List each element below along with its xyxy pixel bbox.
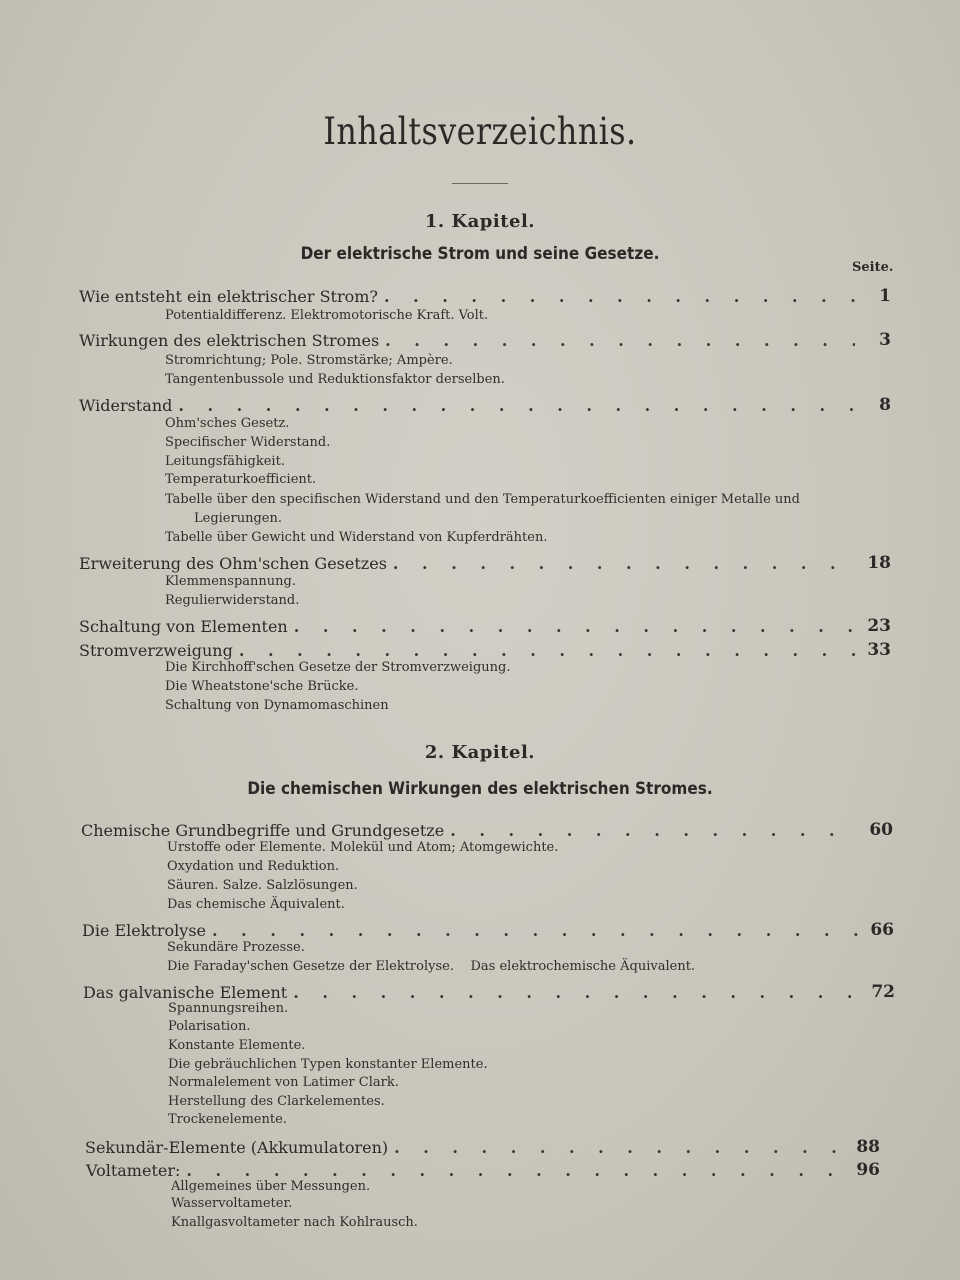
entry-title: Stromverzweigung	[79, 641, 233, 660]
sub-item: Konstante Elemente.	[168, 1038, 306, 1053]
sub-item: Trockenelemente.	[168, 1112, 287, 1127]
sub-item: Legierungen.	[194, 511, 282, 526]
sub-item: Leitungsfähigkeit.	[165, 454, 285, 469]
entry-page: 66	[870, 920, 894, 940]
entry-title: Widerstand	[79, 396, 173, 415]
chapter-1-heading: Der elektrische Strom und seine Gesetze.	[300, 244, 660, 264]
leader-dots	[293, 983, 859, 1002]
sub-item: Wasservoltameter.	[171, 1196, 293, 1211]
toc-entry[interactable]	[81, 816, 893, 840]
leader-dots	[294, 617, 855, 636]
sub-item: Tabelle über Gewicht und Widerstand von Kupferdrähten.	[165, 530, 548, 545]
entry-title: Die Elektrolyse	[82, 921, 207, 940]
toc-entry[interactable]	[85, 1133, 880, 1157]
sub-item: Die gebräuchlichen Typen konstanter Elemente.	[168, 1057, 488, 1072]
entry-page: 8	[879, 395, 891, 415]
leader-dots	[186, 1161, 844, 1180]
sub-item: Allgemeines über Messungen.	[171, 1179, 371, 1194]
sub-item: Knallgasvoltameter nach Kohlrausch.	[171, 1215, 418, 1230]
entry-title: Das galvanische Element	[83, 983, 288, 1002]
leader-dots	[385, 331, 855, 350]
entry-title: Chemische Grundbegriffe und Grundgesetze	[81, 821, 445, 840]
sub-item: Klemmenspannung.	[165, 574, 296, 589]
sub-item: Specifischer Widerstand.	[165, 435, 331, 450]
entry-page: 88	[856, 1137, 880, 1157]
leader-dots	[450, 821, 857, 840]
sub-item: Potentialdifferenz. Elektromotorische Kraft. Volt.	[165, 308, 489, 323]
toc-entry[interactable]	[86, 1156, 880, 1180]
toc-entry[interactable]	[79, 549, 891, 573]
page-column-label: Seite.	[852, 260, 894, 275]
leader-dots	[384, 287, 855, 306]
entry-page: 33	[867, 640, 891, 660]
sub-item: Säuren. Salze. Salzlösungen.	[167, 878, 358, 893]
toc-entry[interactable]	[79, 326, 891, 350]
sub-item: Spannungsreihen.	[168, 1001, 289, 1016]
sub-item: Tangentenbussole und Reduktionsfaktor derselben.	[165, 372, 505, 387]
toc-entry[interactable]	[79, 282, 891, 306]
sub-item: Die Wheatstone'sche Brücke.	[165, 679, 359, 694]
sub-item: Oxydation und Reduktion.	[167, 859, 340, 874]
sub-item: Normalelement von Latimer Clark.	[168, 1075, 399, 1090]
chapter-1-number: 1. Kapitel.	[424, 211, 536, 232]
sub-item: Schaltung von Dynamomaschinen	[165, 698, 389, 713]
sub-item: Die Faraday'schen Gesetze der Elektrolyse. Das elektrochemische Äquivalent.	[167, 959, 696, 974]
leader-dots	[178, 396, 855, 415]
entry-title: Voltameter:	[86, 1161, 181, 1180]
entry-title: Sekundär-Elemente (Akkumulatoren)	[85, 1138, 389, 1157]
sub-item: Urstoffe oder Elemente. Molekül und Atom; Atomgewichte.	[167, 840, 559, 855]
leader-dots	[239, 641, 855, 660]
entry-page: 18	[867, 553, 891, 573]
toc-entry[interactable]	[79, 636, 891, 660]
entry-page: 1	[879, 286, 891, 306]
sub-item: Ohm'sches Gesetz.	[165, 416, 290, 431]
leader-dots	[393, 554, 855, 573]
sub-item: Temperaturkoefficient.	[165, 472, 317, 487]
chapter-2-number: 2. Kapitel.	[424, 742, 536, 763]
toc-entry[interactable]	[79, 391, 891, 415]
sub-item: Polarisation.	[168, 1019, 251, 1034]
sub-item: Tabelle über den specifischen Widerstand und den Temperaturkoefficienten einiger Metalle und	[165, 492, 800, 507]
entry-page: 60	[869, 820, 893, 840]
leader-dots	[212, 921, 858, 940]
entry-page: 3	[879, 330, 891, 350]
entry-title: Wirkungen des elektrischen Stromes	[79, 331, 380, 350]
entry-title: Wie entsteht ein elektrischer Strom?	[79, 287, 378, 306]
page-title: Inhaltsverzeichnis.	[323, 110, 637, 153]
sub-item: Die Kirchhoff'schen Gesetze der Stromverzweigung.	[165, 660, 511, 675]
leader-dots	[394, 1138, 844, 1157]
sub-item: Das chemische Äquivalent.	[167, 897, 345, 912]
chapter-2-heading: Die chemischen Wirkungen des elektrischen Stromes.	[247, 779, 713, 799]
entry-title: Erweiterung des Ohm'schen Gesetzes	[79, 554, 387, 573]
title-divider	[452, 183, 508, 184]
toc-entry[interactable]	[79, 612, 891, 636]
toc-entry[interactable]	[83, 978, 895, 1002]
sub-item: Regulierwiderstand.	[165, 593, 300, 608]
entry-page: 23	[867, 616, 891, 636]
entry-title: Schaltung von Elementen	[79, 617, 288, 636]
sub-item: Stromrichtung; Pole. Stromstärke; Ampère.	[165, 353, 453, 368]
entry-page: 96	[856, 1160, 880, 1180]
toc-entry[interactable]	[82, 916, 894, 940]
sub-item: Herstellung des Clarkelementes.	[168, 1094, 385, 1109]
sub-item: Sekundäre Prozesse.	[167, 940, 305, 955]
entry-page: 72	[871, 982, 895, 1002]
